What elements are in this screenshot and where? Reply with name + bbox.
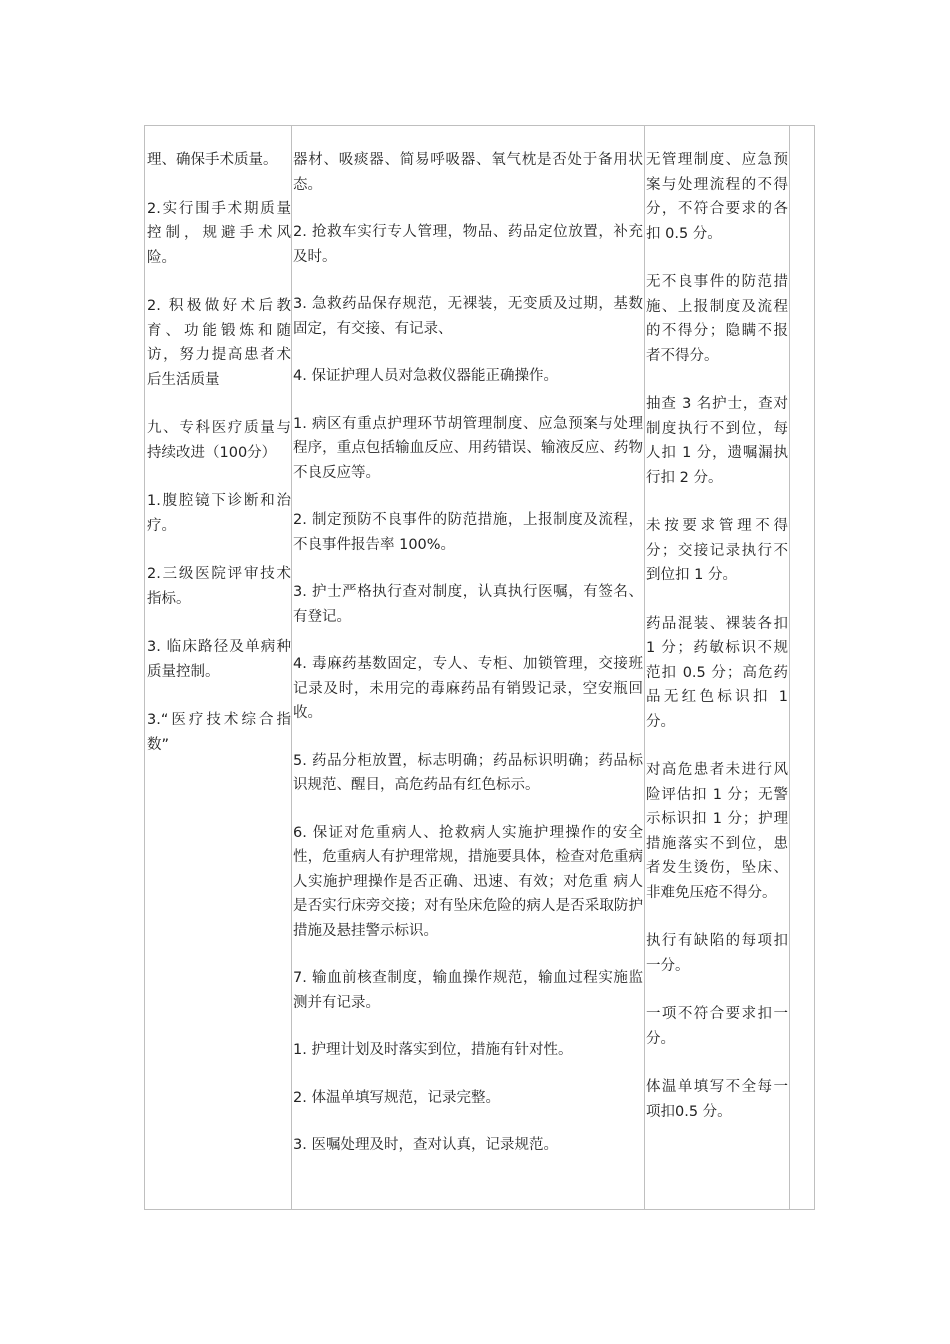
column-standards (147, 148, 291, 781)
column-requirements (293, 148, 643, 1181)
deduction-item: 无管理制度、应急预案与处理流程的不得分，不符合要求的各扣 0.5 分。 (646, 152, 788, 242)
requirement-item: 4. 毒麻药基数固定，专人、专柜、加锁管理，交接班记录及时，未用完的毒麻药品有销毁记录，空安瓶回收。 (293, 656, 643, 721)
standard-item: 2.三级医院评审技术指标。 (147, 566, 291, 607)
deduction-item: 抽查 3 名护士，查对制度执行不到位，每人扣 1 分，遗嘱漏执行扣 2 分。 (646, 396, 788, 486)
requirement-item: 7. 输血前核查制度，输血操作规范，输血过程实施监测并有记录。 (293, 970, 643, 1011)
requirement-item: 器材、吸痰器、简易呼吸器、氧气枕是否处于备用状态。 (293, 152, 643, 193)
deduction-item: 药品混装、裸装各扣 1 分；药敏标识不规范扣 0.5 分；高危药品无红色标识扣 1 分。 (646, 615, 788, 730)
requirement-item: 2. 抢救车实行专人管理，物品、药品定位放置，补充及时。 (293, 224, 643, 265)
column-divider (291, 126, 292, 1209)
requirement-item: 3. 医嘱处理及时，查对认真，记录规范。 (293, 1137, 558, 1153)
requirement-item: 4. 保证护理人员对急救仪器能正确操作。 (293, 368, 558, 384)
requirement-item: 2. 制定预防不良事件的防范措施，上报制度及流程，不良事件报告率 100%。 (293, 512, 643, 553)
scoring-table (144, 125, 815, 1210)
requirement-item: 6. 保证对危重病人、抢救病人实施护理操作的安全性，危重病人有护理常规，措施要具体，检查对危重病人实施护理操作是否正确、迅速、有效；对危重 病人是否实行床旁交接；对有坠床危险的病人是否采取防护措施及悬挂警示标识。 (293, 824, 643, 939)
standard-item: 2. 积极做好术后教育、功能锻炼和随访，努力提高患者术后生活质量 (147, 298, 291, 388)
deduction-item: 对高危患者未进行风险评估扣 1 分；无警示标识扣 1 分；护理措施落实不到位，患者发生烫伤，坠床、非难免压疮不得分。 (646, 762, 788, 901)
requirement-item: 1. 护理计划及时落实到位，措施有针对性。 (293, 1042, 573, 1058)
deduction-item: 无不良事件的防范措施、上报制度及流程的不得分；隐瞒不报者不得分。 (646, 274, 788, 364)
deduction-item: 未按要求管理不得分；交接记录执行不到位扣 1 分。 (646, 518, 788, 583)
standard-item: 3. 临床路径及单病种质量控制。 (147, 639, 291, 680)
deduction-item: 执行有缺陷的每项扣一分。 (646, 933, 788, 974)
section-heading: 九、专科医疗质量与持续改进（100分） (147, 420, 291, 461)
deduction-item: 一项不符合要求扣一分。 (646, 1006, 788, 1047)
standard-item: 1.腹腔镜下诊断和治疗。 (147, 493, 291, 534)
column-deductions (646, 148, 788, 1148)
deduction-item: 体温单填写不全每一项扣0.5 分。 (646, 1079, 788, 1120)
requirement-item: 3. 护士严格执行查对制度，认真执行医嘱，有签名、有登记。 (293, 584, 643, 625)
column-divider (789, 126, 790, 1209)
requirement-item: 3. 急救药品保存规范，无裸装，无变质及过期，基数固定，有交接、有记录、 (293, 296, 643, 337)
requirement-item: 5. 药品分柜放置，标志明确；药品标识明确；药品标识规范、醒目，高危药品有红色标示。 (293, 752, 643, 793)
requirement-item: 1. 病区有重点护理环节胡管理制度、应急预案与处理程序，重点包括输血反应、用药错误、输液反应、药物不良反应等。 (293, 415, 643, 481)
standard-item: 2.实行围手术期质量控制，规避手术风险。 (147, 200, 291, 266)
standard-item: 理、确保手术质量。 (147, 152, 278, 168)
column-divider (644, 126, 645, 1209)
requirement-item: 2. 体温单填写规范，记录完整。 (293, 1089, 500, 1106)
standard-item: 3.“医疗技术综合指数” (147, 712, 291, 753)
